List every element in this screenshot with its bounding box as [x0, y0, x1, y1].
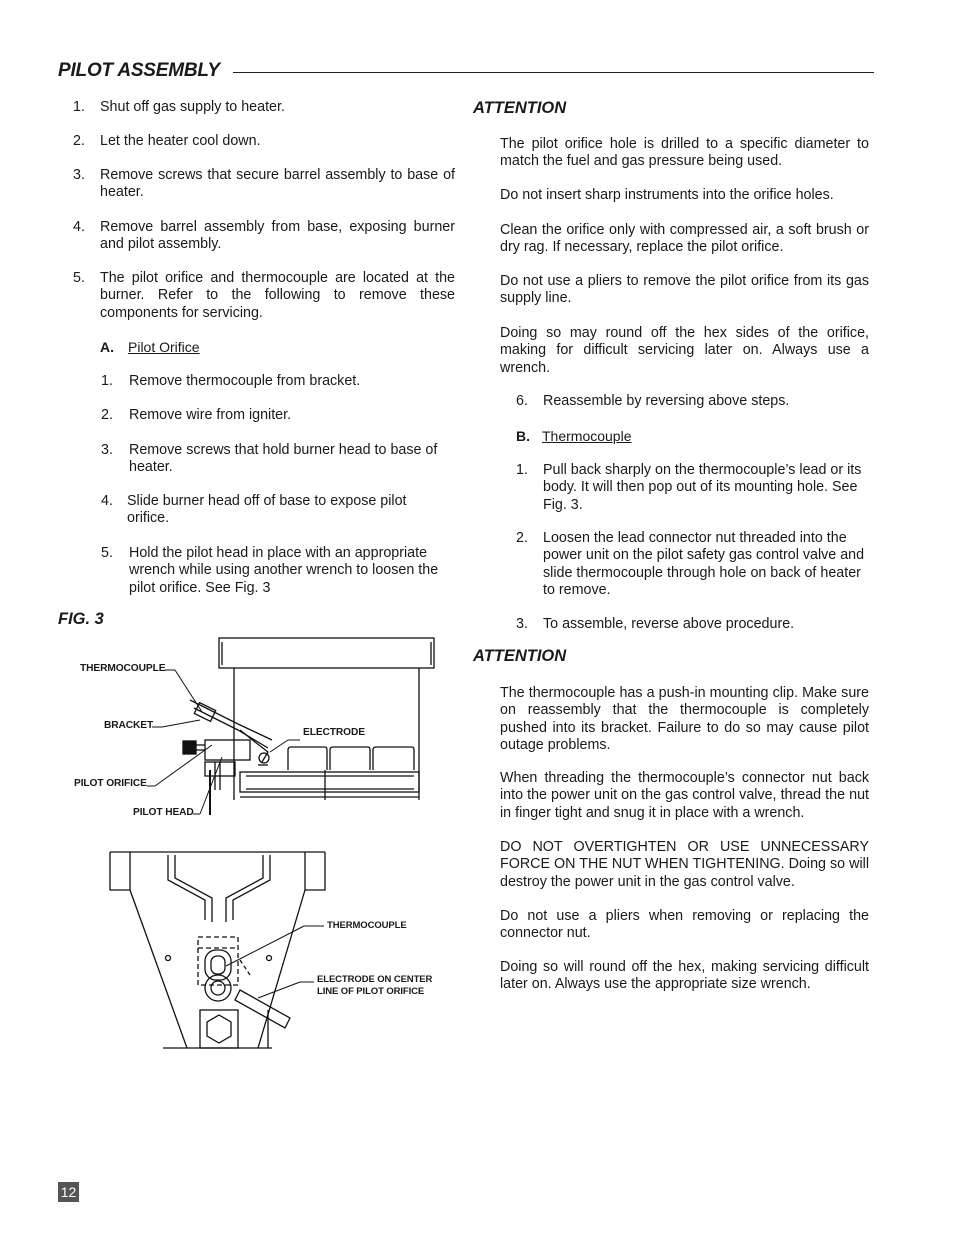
figure-label: FIG. 3	[58, 610, 104, 628]
step-number: 5.	[73, 270, 85, 286]
step-text: Shut off gas supply to heater.	[100, 99, 285, 115]
section-title: Thermocouple	[542, 428, 632, 444]
step-text: Let the heater cool down.	[100, 133, 261, 149]
page-number: 12	[58, 1182, 79, 1202]
attention-paragraph: Do not use a pliers to remove the pilot orifice from its gas supply line.	[500, 273, 869, 307]
attention-paragraph: Doing so will round off the hex, making servicing difficult later on. Always use the appropriate size wrench.	[500, 959, 869, 993]
step-number: 2.	[73, 133, 85, 149]
section-title: Pilot Orifice	[128, 339, 200, 355]
step-text: To assemble, reverse above procedure.	[543, 616, 795, 632]
attention-paragraph: DO NOT OVERTIGHTEN OR USE UNNECESSARY FORCE ON THE NUT WHEN TIGHTENING. Doing so will destroy the power unit in the gas control valve.	[500, 839, 869, 890]
section-letter: A.	[100, 339, 114, 355]
step-number: 2.	[516, 530, 528, 546]
label-electrode-center-line: LINE OF PILOT ORIFICE	[317, 986, 425, 997]
label-thermocouple-bottom: THERMOCOUPLE	[327, 920, 407, 931]
attention-paragraph: Doing so may round off the hex sides of the orifice, making for difficult servicing later on. Always use a wrench.	[500, 325, 869, 376]
step-number: 2.	[101, 407, 113, 423]
section-letter: B.	[516, 428, 530, 444]
step-text: The pilot orifice and thermocouple are located at the burner. Refer to the following to remove these components for servicing.	[100, 270, 455, 321]
label-electrode-center: ELECTRODE ON CENTER	[317, 974, 433, 985]
step-text: Remove thermocouple from bracket.	[129, 373, 361, 389]
step-text: Hold the pilot head in place with an appropriate wrench while using another wrench to loosen the pilot orifice. See Fig. 3	[129, 545, 439, 596]
step-number: 4.	[101, 493, 113, 509]
section-b-heading	[516, 428, 632, 445]
attention-paragraph: Do not use a pliers when removing or replacing the connector nut.	[500, 908, 869, 942]
step-number: 1.	[101, 373, 113, 389]
attention-paragraph: Do not insert sharp instruments into the orifice holes.	[500, 187, 834, 203]
attention-paragraph: The thermocouple has a push-in mounting clip. Make sure on reassembly that the thermocouple is completely pushed into its bracket. Failure to do so may cause pilot outage problems.	[500, 685, 869, 753]
step-text: Loosen the lead connector nut threaded into the power unit on the pilot safety gas control valve and slide thermocouple through hole on back of heater to remove.	[543, 530, 865, 598]
attention-paragraph: Clean the orifice only with compressed air, a soft brush or dry rag. If necessary, replace the pilot orifice.	[500, 222, 869, 256]
step-number: 6.	[516, 393, 528, 409]
step-number: 5.	[101, 545, 113, 561]
step-number: 3.	[73, 167, 85, 183]
label-electrode: ELECTRODE	[303, 727, 365, 738]
step-number: 1.	[516, 462, 528, 478]
label-pilot-orifice: PILOT ORIFICE	[74, 778, 147, 789]
step-number: 3.	[516, 616, 528, 632]
step-number: 1.	[73, 99, 85, 115]
label-pilot-head: PILOT HEAD	[133, 807, 194, 818]
step-text: Reassemble by reversing above steps.	[543, 393, 790, 409]
attention-heading: ATTENTION	[473, 647, 567, 665]
label-thermocouple: THERMOCOUPLE	[80, 663, 166, 674]
attention-paragraph: When threading the thermocouple’s connector nut back into the power unit on the gas control valve, thread the nut in finger tight and snug it in place with a wrench.	[500, 770, 869, 821]
step-text: Remove wire from igniter.	[129, 407, 292, 423]
step-text: Remove barrel assembly from base, exposing burner and pilot assembly.	[100, 219, 455, 253]
step-text: Pull back sharply on the thermocouple’s lead or its body. It will then pop out of its mounting hole. See Fig. 3.	[543, 462, 862, 513]
step-text: Slide burner head off of base to expose pilot orifice.	[127, 493, 407, 527]
attention-paragraph: The pilot orifice hole is drilled to a specific diameter to match the fuel and gas pressure being used.	[500, 136, 869, 170]
step-number: 3.	[101, 442, 113, 458]
page-title: PILOT ASSEMBLY	[58, 60, 220, 81]
step-text: Remove screws that hold burner head to base of heater.	[129, 442, 438, 476]
step-number: 4.	[73, 219, 85, 235]
label-bracket: BRACKET	[104, 720, 154, 731]
step-text: Remove screws that secure barrel assembly to base of heater.	[100, 167, 455, 201]
attention-heading: ATTENTION	[473, 99, 567, 117]
